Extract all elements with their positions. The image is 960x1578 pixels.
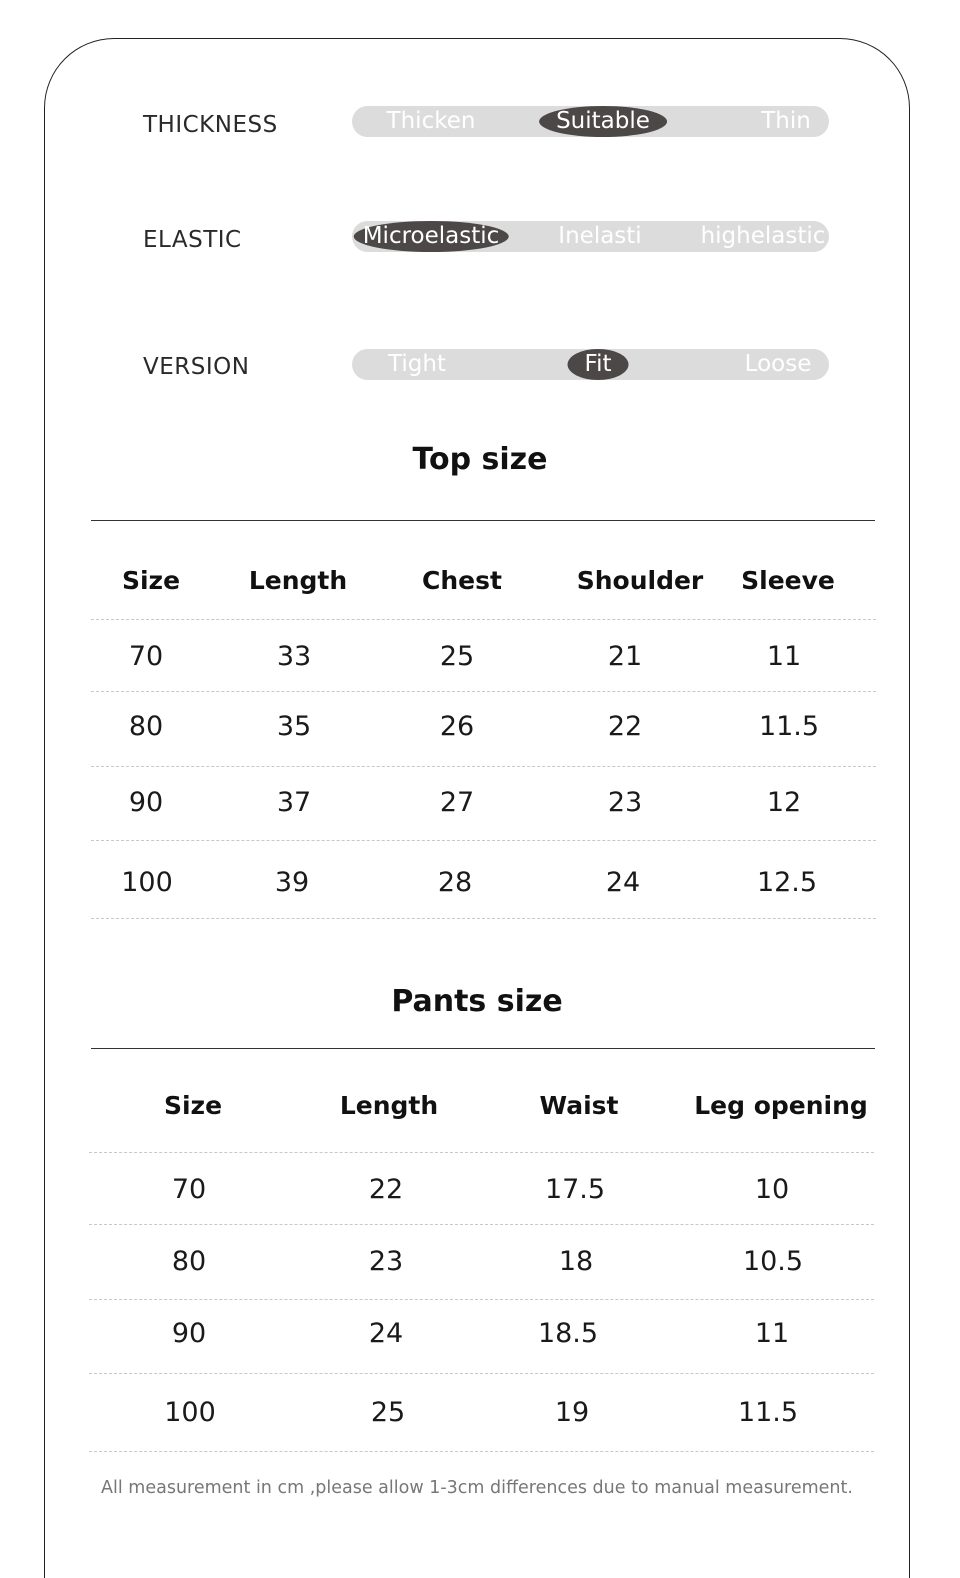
table-cell: 28 [437, 867, 473, 898]
table-cell: 11.5 [737, 1397, 799, 1428]
table-cell: 18.5 [537, 1318, 599, 1349]
table-cell: 21 [607, 641, 643, 672]
table-cell: 70 [128, 641, 164, 672]
column-header-waist: Waist [539, 1091, 619, 1120]
table-cell: 100 [121, 867, 173, 898]
top-size-rule [91, 520, 875, 521]
table-cell: 11 [754, 1318, 790, 1349]
table-cell: 11 [766, 641, 802, 672]
row-divider [91, 619, 876, 620]
row-divider [89, 1299, 874, 1300]
thickness-label: THICKNESS [143, 112, 278, 138]
table-cell: 19 [554, 1397, 590, 1428]
thickness-option-suitable: Suitable [539, 106, 667, 137]
column-header-leg-opening: Leg opening [694, 1091, 868, 1120]
row-divider [91, 691, 876, 692]
table-cell: 39 [274, 867, 310, 898]
table-cell: 22 [607, 711, 643, 742]
row-divider [91, 766, 876, 767]
row-divider [91, 840, 876, 841]
table-cell: 25 [370, 1397, 406, 1428]
version-scale [352, 349, 829, 380]
elastic-label: ELASTIC [143, 227, 242, 253]
table-cell: 24 [368, 1318, 404, 1349]
table-cell: 10.5 [742, 1246, 804, 1277]
table-cell: 12 [766, 787, 802, 818]
version-option-loose: Loose [744, 351, 812, 377]
column-header-sleeve: Sleeve [741, 566, 835, 595]
table-cell: 18 [558, 1246, 594, 1277]
elastic-option-highelastic: highelastic [700, 223, 826, 249]
table-cell: 37 [276, 787, 312, 818]
table-cell: 11.5 [758, 711, 820, 742]
elastic-scale [352, 221, 829, 252]
table-cell: 12.5 [756, 867, 818, 898]
pants-size-title: Pants size [391, 984, 563, 1019]
row-divider [89, 1224, 874, 1225]
table-cell: 23 [368, 1246, 404, 1277]
row-divider [91, 918, 876, 919]
table-cell: 100 [164, 1397, 216, 1428]
thickness-option-thin: Thin [761, 108, 811, 134]
table-cell: 80 [128, 711, 164, 742]
table-cell: 33 [276, 641, 312, 672]
thickness-scale [352, 106, 829, 137]
version-label: VERSION [143, 354, 250, 380]
table-cell: 90 [128, 787, 164, 818]
row-divider [89, 1152, 874, 1153]
column-header-size: Size [163, 1091, 223, 1120]
pants-size-rule [91, 1048, 875, 1049]
table-cell: 17.5 [544, 1174, 606, 1205]
table-cell: 10 [754, 1174, 790, 1205]
column-header-chest: Chest [422, 566, 502, 595]
elastic-option-inelasti: Inelasti [558, 223, 642, 249]
table-cell: 26 [439, 711, 475, 742]
table-cell: 23 [607, 787, 643, 818]
table-cell: 25 [439, 641, 475, 672]
column-header-shoulder: Shoulder [576, 566, 704, 595]
table-cell: 22 [368, 1174, 404, 1205]
elastic-option-microelastic: Microelastic [354, 221, 509, 252]
column-header-size: Size [121, 566, 181, 595]
table-cell: 27 [439, 787, 475, 818]
column-header-length: Length [248, 566, 348, 595]
version-option-tight: Tight [388, 351, 446, 377]
version-option-fit: Fit [568, 349, 629, 380]
table-cell: 80 [171, 1246, 207, 1277]
top-size-title: Top size [412, 442, 548, 477]
table-cell: 35 [276, 711, 312, 742]
table-cell: 70 [171, 1174, 207, 1205]
column-header-length: Length [339, 1091, 439, 1120]
row-divider [89, 1373, 874, 1374]
row-divider [89, 1451, 874, 1452]
table-cell: 90 [171, 1318, 207, 1349]
thickness-option-thicken: Thicken [386, 108, 476, 134]
measurement-footnote: All measurement in cm ,please allow 1-3cm differences due to manual measurement. [101, 1478, 853, 1498]
table-cell: 24 [605, 867, 641, 898]
